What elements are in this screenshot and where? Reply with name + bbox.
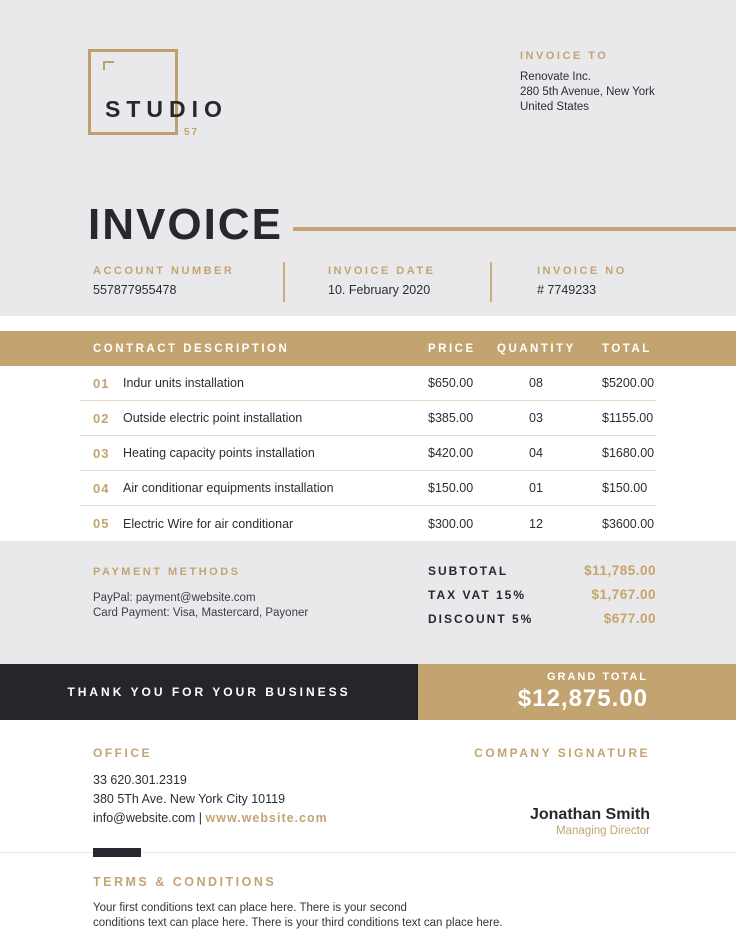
- row-total: $150.00: [602, 481, 648, 495]
- invoice-to-label: INVOICE TO: [520, 50, 609, 62]
- grand-total-value: $12,875.00: [517, 685, 648, 712]
- discount-label: DISCOUNT 5%: [428, 612, 534, 626]
- office-phone: 33 620.301.2319: [93, 773, 187, 787]
- signature-label: COMPANY SIGNATURE: [474, 746, 650, 760]
- meta-divider: [490, 262, 492, 302]
- logo-corner-icon: [103, 61, 114, 70]
- row-number: 03: [93, 445, 110, 461]
- row-total: $1155.00: [602, 411, 654, 425]
- terms-label: TERMS & CONDITIONS: [93, 875, 277, 889]
- row-description: Indur units installation: [123, 376, 244, 390]
- row-quantity: 08: [529, 376, 543, 390]
- thanks-grand-total-banner: [0, 664, 736, 720]
- summary-row: [428, 587, 656, 602]
- payment-methods-block: [93, 566, 308, 620]
- table-header: [0, 331, 736, 366]
- row-description: Electric Wire for air conditionar: [123, 516, 294, 531]
- meta-number-label: INVOICE NO: [537, 265, 627, 277]
- client-address: 280 5th Avenue, New York: [520, 86, 655, 98]
- tax-value: $1,767.00: [591, 587, 656, 602]
- row-description: Air conditionar equipments installation: [123, 481, 334, 495]
- row-total: $5200.00: [602, 376, 655, 390]
- invoice-to-block: [520, 50, 655, 115]
- payment-line-card: Card Payment: Visa, Mastercard, Payoner: [93, 606, 309, 619]
- row-description: Heating capacity points installation: [123, 446, 315, 460]
- row-total: $1680.00: [602, 446, 655, 460]
- header-total: TOTAL: [602, 342, 652, 355]
- table-row: [80, 366, 656, 401]
- grand-total-banner: [418, 664, 736, 720]
- row-price: $650.00: [428, 376, 474, 390]
- thanks-text: THANK YOU FOR YOUR BUSINESS: [67, 685, 351, 699]
- footer-section: [0, 720, 736, 945]
- row-price: $420.00: [428, 446, 474, 460]
- header-section: [0, 0, 736, 316]
- meta-date-value: 10. February 2020: [328, 283, 431, 297]
- logo-text: STUDIO: [105, 96, 228, 122]
- spacer: [0, 316, 736, 331]
- header-quantity: QUANTITY: [497, 342, 576, 355]
- signature-block: [474, 746, 650, 837]
- header-price: PRICE: [428, 342, 476, 355]
- table-row: [80, 506, 656, 541]
- signature-role: Managing Director: [556, 825, 650, 837]
- tax-label: TAX VAT 15%: [428, 588, 527, 602]
- meta-divider: [283, 262, 285, 302]
- row-number: 01: [93, 375, 110, 391]
- subtotal-value: $11,785.00: [584, 563, 656, 578]
- page-title: INVOICE: [88, 200, 283, 249]
- office-block: [93, 746, 328, 828]
- row-price: $385.00: [428, 411, 474, 425]
- table-row: [80, 471, 656, 506]
- logo-number: 57: [184, 127, 200, 138]
- title-rule: [293, 227, 736, 231]
- payment-line-paypal: PayPal: payment@website.com: [93, 592, 256, 604]
- row-total: $3600.00: [602, 516, 655, 531]
- table-row: [80, 436, 656, 471]
- row-number: 05: [93, 516, 110, 531]
- totals-block: [428, 563, 656, 635]
- website-link[interactable]: www.website.com: [205, 811, 328, 825]
- subtotal-label: SUBTOTAL: [428, 564, 509, 578]
- client-name: Renovate Inc.: [520, 71, 591, 83]
- row-quantity: 12: [529, 516, 543, 531]
- row-price: $150.00: [428, 481, 474, 495]
- thanks-banner: [0, 664, 418, 720]
- office-label: OFFICE: [93, 746, 152, 760]
- signature-name: Jonathan Smith: [529, 806, 650, 823]
- payment-summary-section: [0, 541, 736, 664]
- meta-account-label: ACCOUNT NUMBER: [93, 265, 235, 277]
- row-number: 02: [93, 410, 110, 426]
- meta-number-value: # 7749233: [537, 283, 597, 297]
- table-body: [80, 366, 656, 541]
- summary-row: [428, 611, 656, 626]
- terms-line: conditions text can place here. There is your third conditions text can place here.: [93, 917, 503, 929]
- row-price: $300.00: [428, 516, 474, 531]
- row-quantity: 04: [529, 446, 543, 460]
- meta-date: [328, 265, 435, 297]
- header-description: CONTRACT DESCRIPTION: [93, 342, 290, 355]
- meta-date-label: INVOICE DATE: [328, 265, 436, 277]
- terms-line: Your first conditions text can place here. There is your second: [93, 902, 407, 914]
- table-row: [80, 401, 656, 436]
- row-quantity: 01: [529, 481, 543, 495]
- meta-account-value: 557877955478: [93, 283, 177, 297]
- summary-row: [428, 563, 656, 578]
- grand-total-label: GRAND TOTAL: [546, 671, 648, 683]
- office-address: 380 5Th Ave. New York City 10119: [93, 792, 286, 806]
- row-quantity: 03: [529, 411, 543, 425]
- terms-block: [93, 875, 503, 931]
- meta-number: [537, 265, 627, 297]
- meta-account: [93, 265, 234, 297]
- contact-separator: |: [195, 811, 206, 825]
- footer-dash: [93, 848, 141, 857]
- discount-value: $677.00: [603, 611, 656, 626]
- payment-methods-label: PAYMENT METHODS: [93, 566, 241, 578]
- email-link[interactable]: info@website.com: [93, 811, 196, 825]
- office-contact-line: [93, 809, 328, 828]
- row-number: 04: [93, 480, 110, 496]
- row-description: Outside electric point installation: [123, 411, 303, 425]
- client-country: United States: [520, 101, 590, 113]
